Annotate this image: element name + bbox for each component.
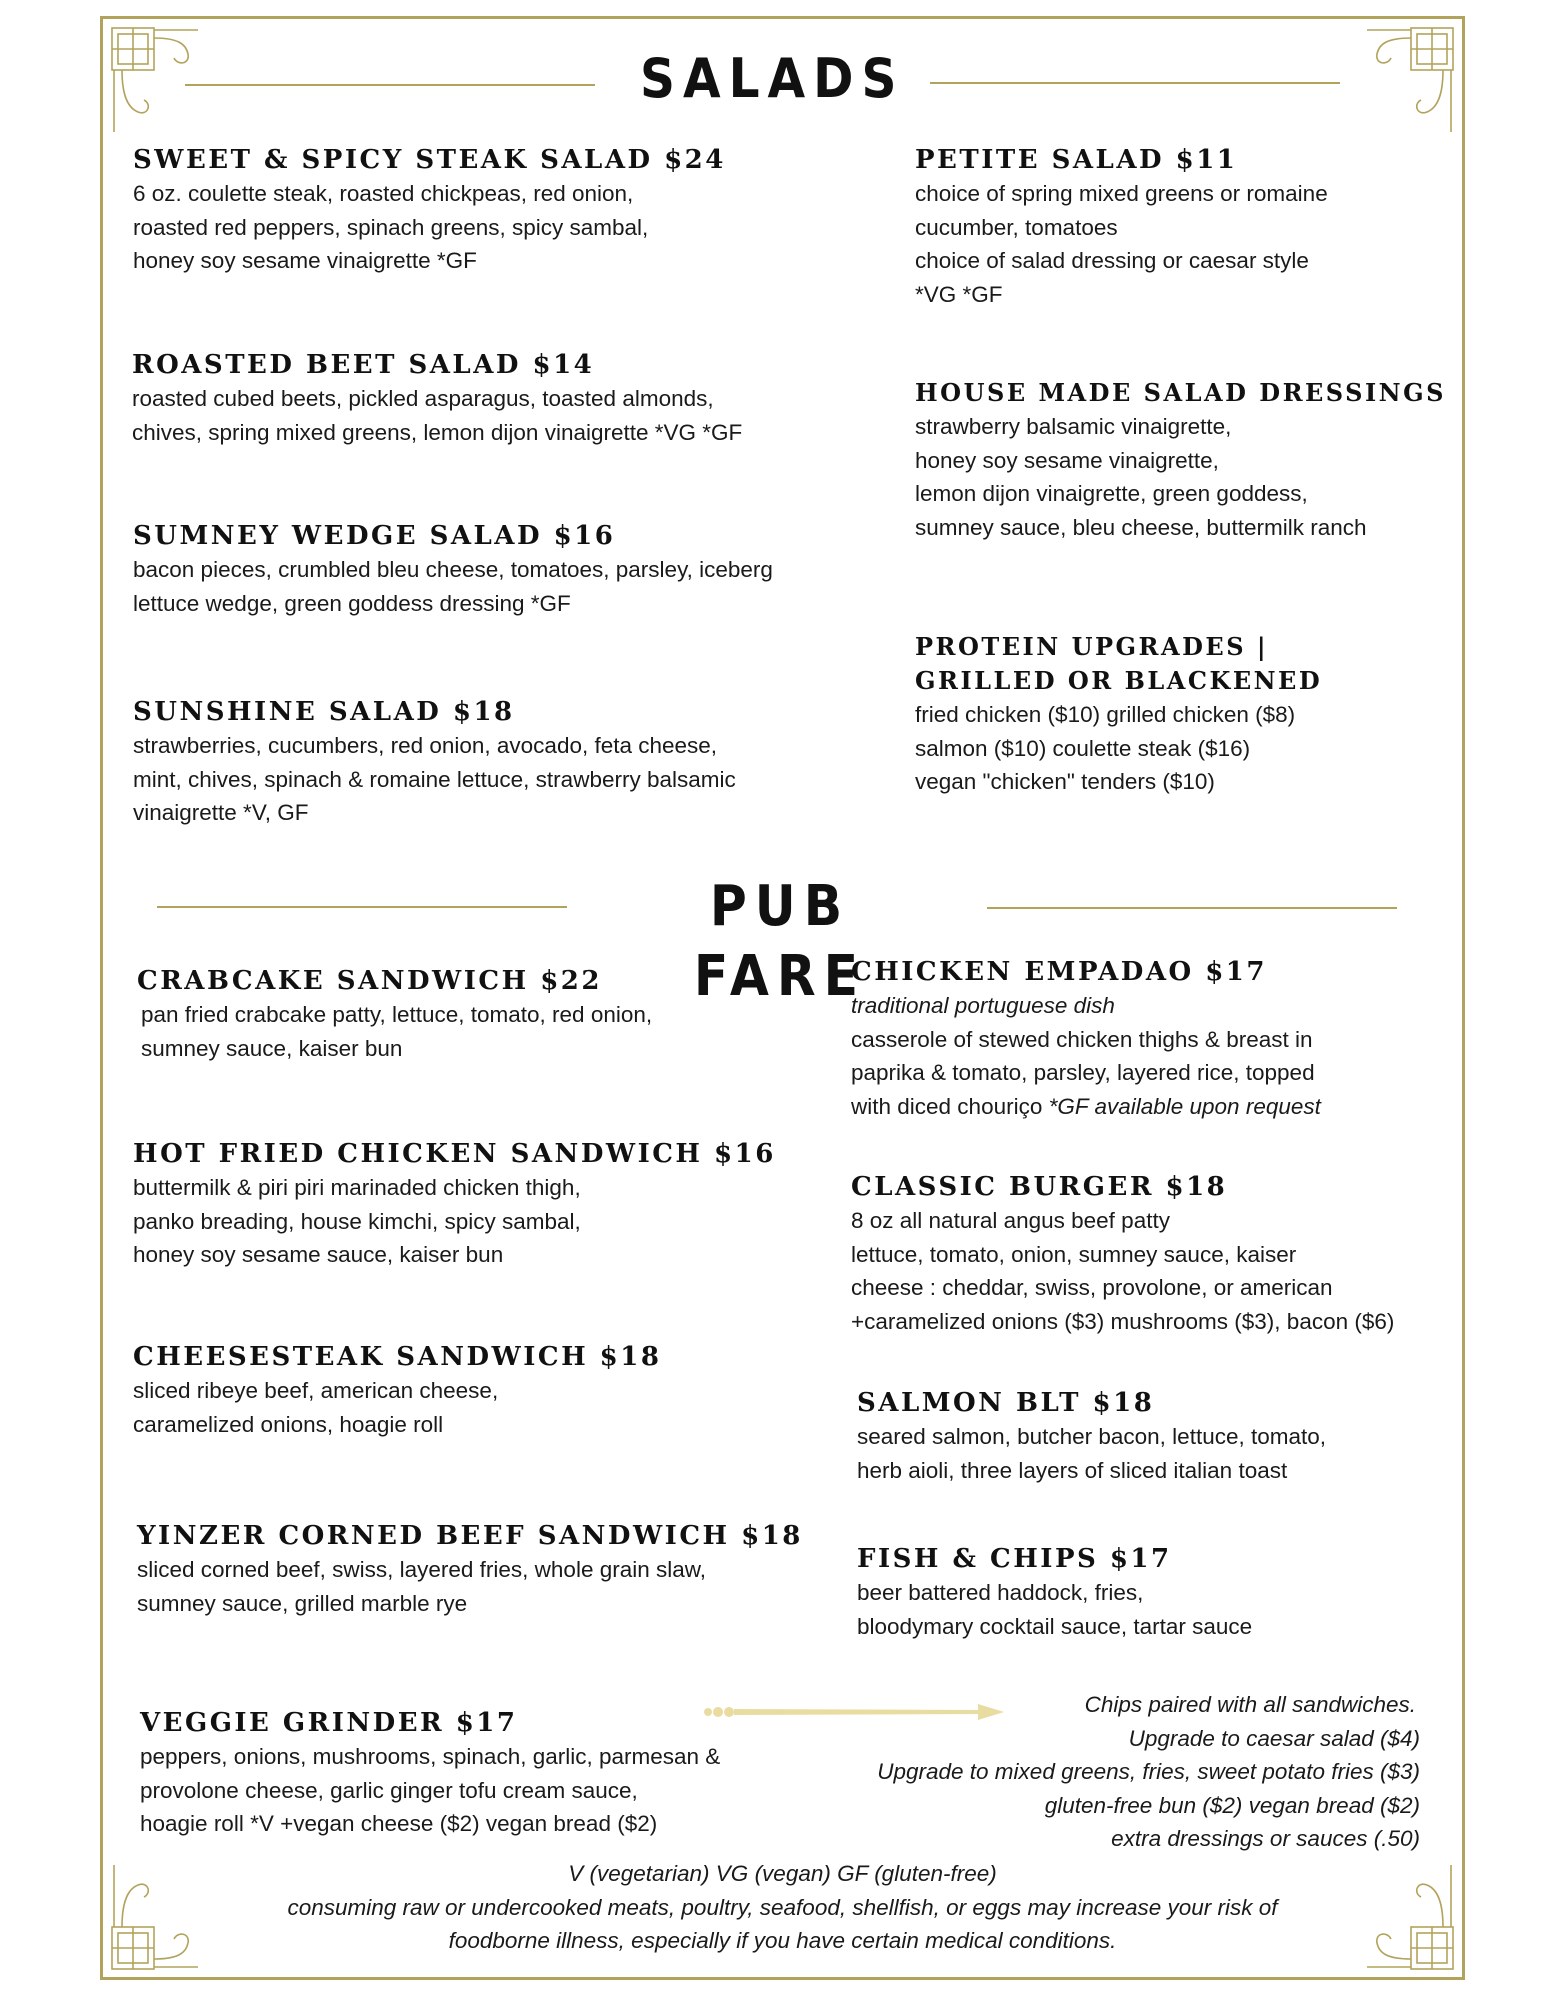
item-title: PETITE SALAD $11 [915,145,1238,175]
sides-note-line: Upgrade to caesar salad ($4) [1128,1725,1420,1751]
item-description-line: bacon pieces, crumbled bleu cheese, tomatoes, parsley, iceberg [133,557,773,582]
sides-note-line: Upgrade to mixed greens, fries, sweet potato fries ($3) [877,1759,1420,1784]
item-description-line: salmon ($10) coulette steak ($16) [915,735,1251,761]
item-description-line: sumney sauce, kaiser bun [141,1035,403,1061]
item-description-line: roasted cubed beets, pickled asparagus, toasted almonds, [132,386,714,411]
item-description-line: provolone cheese, garlic ginger tofu cream sauce, [140,1777,638,1803]
salad-petite [915,143,1328,311]
item-description-line: panko breading, house kimchi, spicy sambal, [133,1208,581,1234]
item-description-line: paprika & tomato, parsley, layered rice, topped [851,1060,1315,1085]
sides-note-line: extra dressings or sauces (.50) [1111,1826,1420,1851]
item-description-line: lettuce, tomato, onion, sumney sauce, kaiser [851,1241,1297,1267]
salads-rule-right [930,82,1340,84]
item-title: SALMON BLT $18 [857,1388,1155,1418]
pub-classic-burger [851,1170,1394,1338]
item-title: ROASTED BEET SALAD $14 [132,350,595,380]
item-description-line: honey soy sesame vinaigrette, [915,447,1219,473]
item-title: HOT FRIED CHICKEN SANDWICH $16 [133,1139,776,1169]
item-description-line: strawberry balsamic vinaigrette, [915,414,1232,439]
corner-ornament-top-right [1362,24,1457,139]
item-title: SWEET & SPICY STEAK SALAD $24 [133,145,726,175]
salad-sumney-wedge [133,519,773,620]
pub-yinzer-corned-beef-sandwich [137,1519,803,1620]
item-title: VEGGIE GRINDER $17 [140,1708,518,1738]
item-description-line [851,1090,1321,1124]
item-title: CLASSIC BURGER $18 [851,1172,1228,1202]
item-title: CHICKEN EMPADAO $17 [851,957,1267,987]
item-description-line: peppers, onions, mushrooms, spinach, garlic, parmesan & [140,1744,721,1769]
consumer-warning-line-1: consuming raw or undercooked meats, poultry, seafood, shellfish, or eggs may increase your risk of [287,1895,1278,1920]
item-description-line: strawberries, cucumbers, red onion, avocado, feta cheese, [133,733,718,758]
item-description-line: *VG *GF [915,281,1003,307]
sides-note-line: gluten-free bun ($2) vegan bread ($2) [1044,1792,1420,1818]
pub-fare-heading: PUB FARE [693,874,867,1009]
pub-cheesesteak-sandwich [133,1340,661,1441]
pub-fish-and-chips [857,1542,1252,1643]
salad-sunshine [133,695,736,830]
item-title: SUNSHINE SALAD $18 [133,697,515,727]
item-title: SUMNEY WEDGE SALAD $16 [133,521,616,551]
salad-sweet-spicy-steak [133,143,726,278]
house-made-salad-dressings [915,376,1446,544]
item-description-line: caramelized onions, hoagie roll [133,1411,444,1437]
item-title: YINZER CORNED BEEF SANDWICH $18 [137,1521,803,1551]
item-description-line: bloodymary cocktail sauce, tartar sauce [857,1613,1253,1639]
item-description-line: sliced ribeye beef, american cheese, [133,1378,499,1403]
salads-rule-left [185,84,595,86]
item-description-line: vinaigrette *V, GF [133,800,309,825]
item-description-line: 8 oz all natural angus beef patty [851,1208,1170,1233]
item-description-line: seared salmon, butcher bacon, lettuce, tomato, [857,1424,1327,1449]
gf-note: *GF available upon request [1048,1093,1321,1119]
item-description-line: buttermilk & piri piri marinaded chicken thigh, [133,1175,581,1200]
item-description-line: mint, chives, spinach & romaine lettuce, strawberry balsamic [133,766,736,792]
pub-chicken-empadao [851,955,1321,1123]
item-description-line: lemon dijon vinaigrette, green goddess, [915,481,1308,506]
pub-fare-rule-right [987,907,1397,909]
item-description-line: herb aioli, three layers of sliced italian toast [857,1457,1288,1483]
sides-note [800,1688,1420,1856]
pub-crabcake-sandwich [137,964,652,1065]
item-description-line: fried chicken ($10) grilled chicken ($8) [915,702,1296,727]
item-description-line: cucumber, tomatoes [915,214,1118,240]
item-title: PROTEIN UPGRADES | [915,632,1269,661]
salad-roasted-beet [132,348,742,449]
item-title: FISH & CHIPS $17 [857,1544,1172,1574]
item-description-line: sliced corned beef, swiss, layered fries, whole grain slaw, [137,1557,707,1582]
item-description-line: honey soy sesame sauce, kaiser bun [133,1242,504,1267]
dietary-legend: V (vegetarian) VG (vegan) GF (gluten-free) [568,1861,997,1886]
protein-upgrades [915,630,1322,799]
item-description-line: choice of spring mixed greens or romaine [915,181,1328,206]
item-description-line: roasted red peppers, spinach greens, spicy sambal, [133,214,649,240]
item-description-text: with diced chouriço [851,1093,1049,1119]
item-title: CHEESESTEAK SANDWICH $18 [133,1342,662,1372]
sides-note-line: Chips paired with all sandwiches. [1084,1692,1416,1717]
item-title: HOUSE MADE SALAD DRESSINGS [915,378,1446,407]
item-title: CRABCAKE SANDWICH $22 [137,966,602,996]
item-description-line: +caramelized onions ($3) mushrooms ($3), bacon ($6) [851,1308,1395,1334]
item-description-line: 6 oz. coulette steak, roasted chickpeas, red onion, [133,181,634,206]
consumer-warning-line-2: foodborne illness, especially if you have certain medical conditions. [448,1928,1117,1953]
item-description-line: lettuce wedge, green goddess dressing *GF [133,590,571,616]
corner-ornament-top-left [108,24,203,139]
item-description-line: choice of salad dressing or caesar style [915,248,1309,273]
pub-fare-rule-left [157,906,567,908]
pub-hot-fried-chicken-sandwich [133,1137,776,1272]
pub-veggie-grinder [140,1706,720,1841]
item-description-line: honey soy sesame vinaigrette *GF [133,248,477,273]
item-description-line: beer battered haddock, fries, [857,1580,1144,1605]
salads-heading: SALADS [640,47,905,110]
item-description-line: sumney sauce, grilled marble rye [137,1590,468,1616]
item-subtitle: traditional portuguese dish [851,993,1115,1018]
item-title-line-2: GRILLED OR BLACKENED [915,666,1323,695]
item-description-line: casserole of stewed chicken thighs & breast in [851,1026,1313,1052]
item-description-line: pan fried crabcake patty, lettuce, tomato, red onion, [141,1002,653,1027]
item-description-line: hoagie roll *V +vegan cheese ($2) vegan bread ($2) [140,1811,658,1836]
item-description-line: chives, spring mixed greens, lemon dijon vinaigrette *VG *GF [132,419,743,445]
item-description-line: cheese : cheddar, swiss, provolone, or american [851,1275,1333,1300]
item-description-line: vegan "chicken" tenders ($10) [915,769,1215,794]
pub-salmon-blt [857,1386,1326,1487]
item-description-line: sumney sauce, bleu cheese, buttermilk ranch [915,514,1367,540]
